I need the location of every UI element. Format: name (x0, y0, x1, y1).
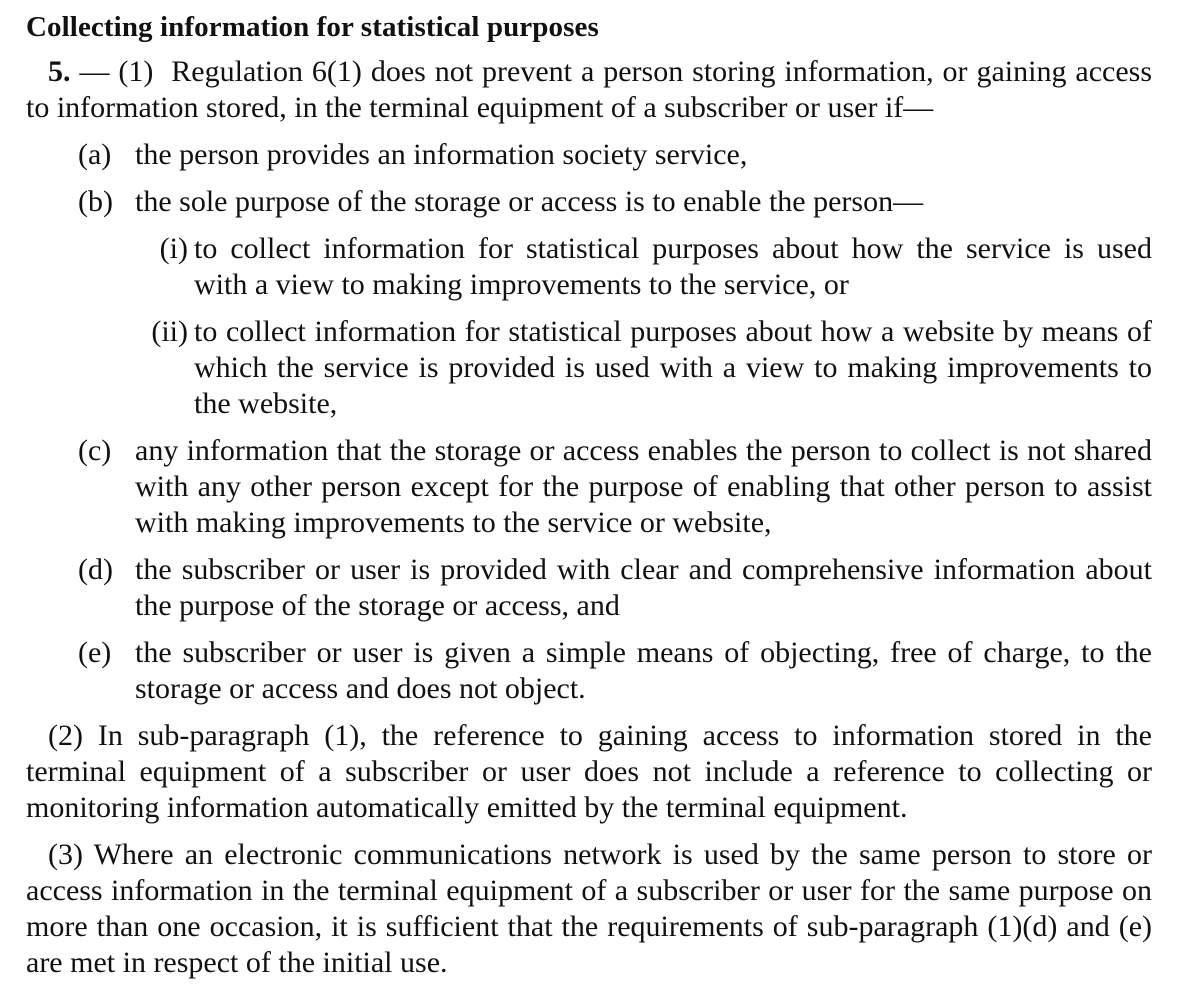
sub-item-label: (i) (159, 232, 188, 265)
list-item-label: (b) (78, 185, 113, 218)
paragraph-1-text: Regulation 6(1) does not prevent a person storing information, or gaining access to information stored, in the terminal equipment of a subscriber or user if— (26, 55, 1153, 124)
condition-list (26, 137, 1152, 707)
list-item-label: (e) (78, 636, 112, 669)
list-item-c (26, 433, 1152, 541)
sub-list (26, 231, 1152, 422)
list-item-a (26, 137, 1152, 173)
list-item-label: (a) (78, 138, 112, 171)
sub-item-ii (26, 314, 1152, 422)
paragraph-1 (26, 54, 1152, 126)
list-item-b (26, 184, 1152, 422)
sub-item-text: to collect information for statistical purposes about how a website by means of which the service is provided is used with a view to making improvements to the website, (194, 315, 1152, 420)
list-item-text: the person provides an information society service, (135, 138, 748, 171)
list-item-text: the subscriber or user is given a simple means of objecting, free of charge, to the storage or access and does not object. (135, 636, 1152, 705)
paragraph-3: (3) Where an electronic communications network is used by the same person to store or access information in the terminal equipment of a subscriber or user for the same purpose on more than one occasion, it is sufficient that the requirements of sub-paragraph (1)(d) and (e) are met in respect of the initial use. (26, 838, 1152, 979)
list-item-text: any information that the storage or access enables the person to collect is not shared with any other person except for the purpose of enabling that other person to assist with making improvements to the service or website, (135, 434, 1152, 539)
list-item-e (26, 635, 1152, 707)
list-item-label: (c) (78, 434, 112, 467)
paragraph-2: (2) In sub-paragraph (1), the reference to gaining access to information stored in the terminal equipment of a subscriber or user does not include a reference to collecting or monitoring information automatically emitted by the terminal equipment. (26, 719, 1152, 824)
list-item-text: the subscriber or user is provided with clear and comprehensive information about the purpose of the storage or access, and (135, 553, 1152, 622)
sub-item-text: to collect information for statistical purposes about how the service is used with a view to making improvements to the service, or (194, 232, 1152, 301)
section-number: 5. (48, 55, 71, 88)
section-heading: Collecting information for statistical purposes (26, 11, 599, 43)
list-item-text: the sole purpose of the storage or access is to enable the person— (135, 185, 924, 218)
section-dash: — (70, 55, 119, 88)
sub-item-i (26, 231, 1152, 303)
sub-item-label: (ii) (151, 315, 188, 348)
paragraph-1-label: (1) (118, 55, 154, 88)
list-item-d (26, 552, 1152, 624)
list-item-label: (d) (78, 553, 113, 586)
